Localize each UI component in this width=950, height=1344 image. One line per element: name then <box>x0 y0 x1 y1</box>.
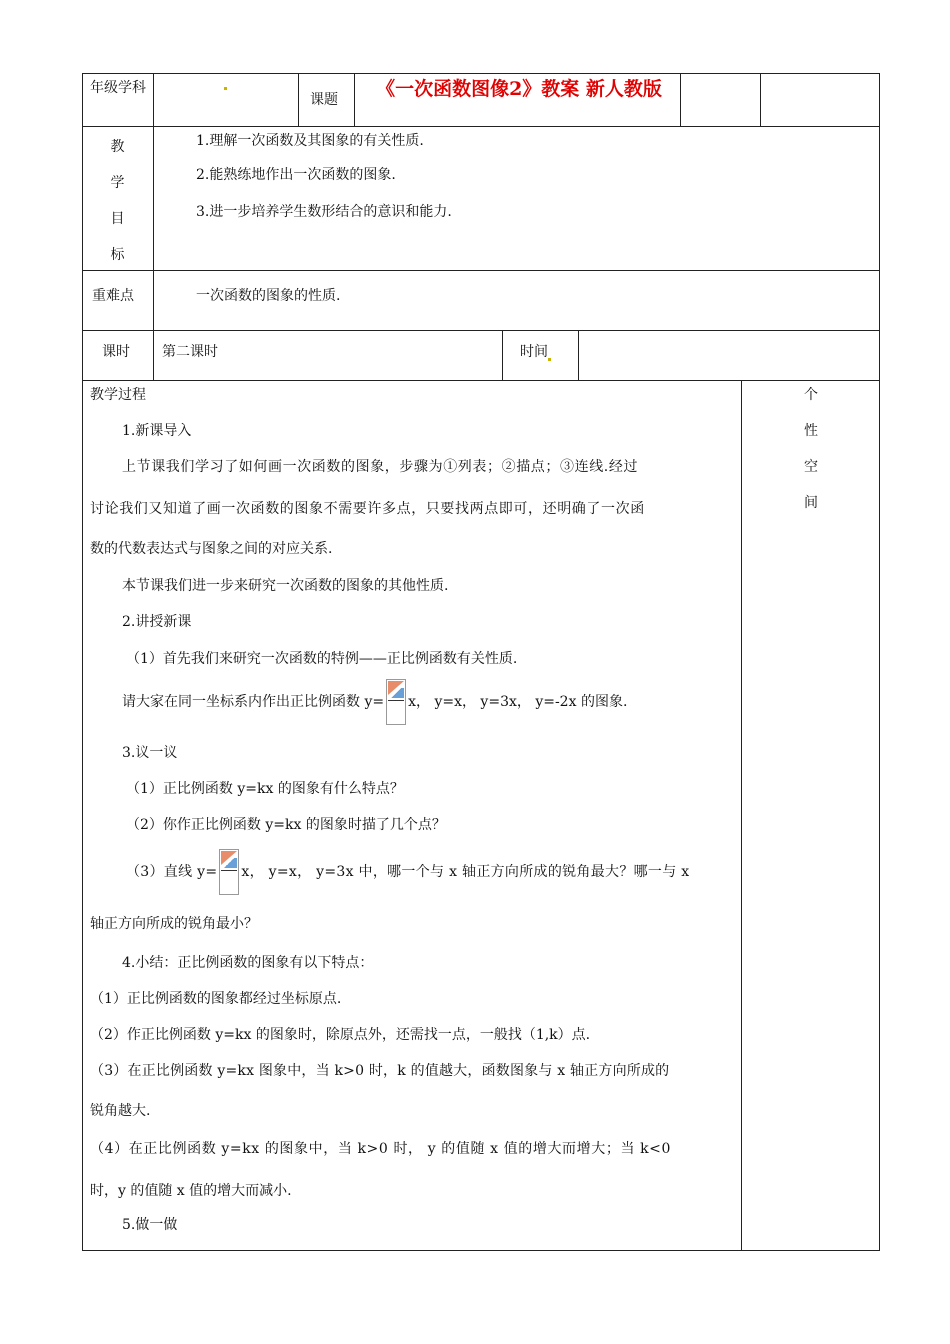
lesson-title: 《一次函数图像2》教案 新人教版 <box>376 78 662 100</box>
fraction-image-icon <box>386 679 406 725</box>
period-value: 第二课时 <box>162 344 218 360</box>
time-label <box>520 344 551 361</box>
section-title: 3.议一议 <box>122 745 178 761</box>
col-divider <box>153 73 154 127</box>
row-divider <box>82 330 880 331</box>
summary-line: 锐角越大. <box>90 1103 151 1119</box>
col-divider <box>354 73 355 127</box>
process-heading: 教学过程 <box>90 387 146 403</box>
text-fragment: x， y=x， y=3x， y=-2x 的图象. <box>408 694 628 710</box>
goals-label-char: 目 <box>110 211 125 227</box>
summary-line: （4）在正比例函数 y=kx 的图象中，当 k>0 时， y 的值随 x 值的增大而增大；当 k<0 <box>90 1141 672 1157</box>
section-title: 2.讲授新课 <box>122 614 192 630</box>
paragraph-line: 上节课我们学习了如何画一次函数的图象，步骤为①列表；②描点；③连线.经过 <box>122 459 639 475</box>
period-label: 课时 <box>102 344 130 360</box>
grade-subject-label: 年级学科 <box>90 80 146 96</box>
section-title: 1.新课导入 <box>122 423 192 439</box>
summary-line: （2）作正比例函数 y=kx 的图象时，除原点外，还需找一点，一般找（1,k）点. <box>90 1027 591 1043</box>
goals-label-char: 教 <box>110 139 125 155</box>
col-divider <box>153 126 154 381</box>
col-divider <box>298 73 299 127</box>
section-title: 5.做一做 <box>122 1217 178 1233</box>
text-fragment: （3）直线 y= <box>126 864 218 880</box>
table-border-bottom <box>82 1250 880 1251</box>
section-title: 4.小结：正比例函数的图象有以下特点： <box>122 955 374 971</box>
goal-item: 1.理解一次函数及其图象的有关性质. <box>196 133 424 149</box>
col-divider <box>680 73 681 127</box>
goals-label <box>82 129 153 273</box>
col-divider <box>741 380 742 1251</box>
summary-line: 时，y 的值随 x 值的增大而减小. <box>90 1183 292 1199</box>
paragraph-line <box>122 677 627 727</box>
side-char: 空 <box>804 459 818 475</box>
col-divider <box>578 330 579 381</box>
question-line <box>126 847 689 897</box>
summary-line: （1）正比例函数的图象都经过坐标原点. <box>90 991 342 1007</box>
row-divider <box>82 270 880 271</box>
goals-label-char: 标 <box>110 247 125 263</box>
side-char: 个 <box>804 387 818 403</box>
topic-label: 课题 <box>310 92 338 108</box>
side-char: 性 <box>804 423 818 439</box>
table-border-right <box>879 73 880 1251</box>
col-divider <box>760 73 761 127</box>
key-points-text: 一次函数的图象的性质. <box>196 288 341 304</box>
goals-label-char: 学 <box>110 175 125 191</box>
question-line: （2）你作正比例函数 y=kx 的图象时描了几个点？ <box>126 817 446 833</box>
question-line: 轴正方向所成的锐角最小？ <box>90 916 258 932</box>
text-fragment: 请大家在同一坐标系内作出正比例函数 y= <box>122 694 385 710</box>
fraction-image-icon <box>219 849 239 895</box>
time-label-text: 时间 <box>520 344 548 360</box>
paragraph-line: 讨论我们又知道了画一次函数的图象不需要许多点，只要找两点即可，还明确了一次函 <box>90 501 645 517</box>
summary-line: （3）在正比例函数 y=kx 图象中，当 k>0 时，k 的值越大，函数图象与 x 轴正方向所成的 <box>90 1063 670 1079</box>
col-divider <box>502 330 503 381</box>
row-divider <box>82 380 880 381</box>
placeholder-dot <box>548 358 551 361</box>
goal-item: 3.进一步培养学生数形结合的意识和能力. <box>196 204 452 220</box>
text-fragment: x， y=x， y=3x 中，哪一个与 x 轴正方向所成的锐角最大？哪一与 x <box>241 864 690 880</box>
question-line: （1）正比例函数 y=kx 的图象有什么特点？ <box>126 781 404 797</box>
placeholder-dot <box>224 87 227 90</box>
side-char: 间 <box>804 495 818 511</box>
key-points-label: 重难点 <box>92 288 134 304</box>
paragraph-line: 数的代数表达式与图象之间的对应关系. <box>90 541 333 557</box>
paragraph-line: （1）首先我们来研究一次函数的特例——正比例函数有关性质. <box>126 651 518 667</box>
paragraph-line: 本节课我们进一步来研究一次函数的图象的其他性质. <box>122 578 449 594</box>
goal-item: 2.能熟练地作出一次函数的图象. <box>196 167 396 183</box>
